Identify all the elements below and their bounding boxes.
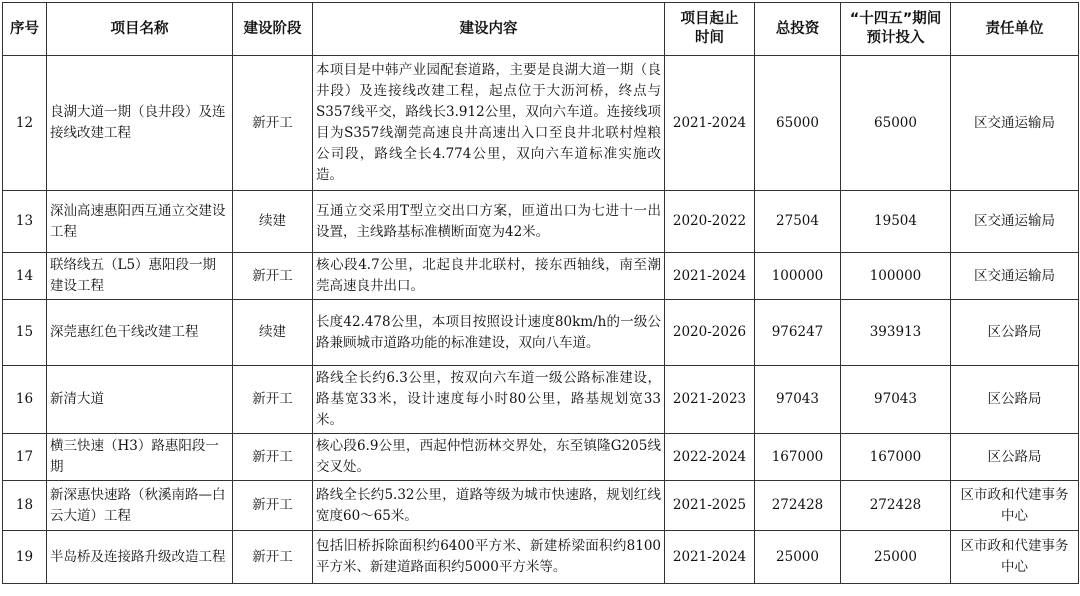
- cell-name: 半岛桥及连接路升级改造工程: [47, 531, 233, 584]
- cell-total: 272428: [755, 481, 841, 531]
- cell-name: 新清大道: [47, 366, 233, 434]
- cell-name: 联络线五（L5）惠阳段一期建设工程: [47, 253, 233, 300]
- cell-plan: 393913: [841, 300, 951, 366]
- cell-content: 核心段6.9公里，西起仲恺沥林交界处，东至镇隆G205线交叉处。: [313, 434, 665, 481]
- cell-unit: 区公路局: [951, 434, 1079, 481]
- table-row: [3, 300, 1079, 366]
- cell-period: 2021-2024: [665, 531, 755, 584]
- cell-seq: 13: [3, 191, 47, 253]
- cell-total: 100000: [755, 253, 841, 300]
- cell-unit: 区交通运输局: [951, 56, 1079, 191]
- table-row: [3, 481, 1079, 531]
- cell-plan: 19504: [841, 191, 951, 253]
- cell-plan: 167000: [841, 434, 951, 481]
- cell-name: 良湖大道一期（良井段）及连接线改建工程: [47, 56, 233, 191]
- header-period: [665, 3, 755, 56]
- cell-total: 976247: [755, 300, 841, 366]
- header-plan-line2: 预计投入: [866, 30, 925, 46]
- cell-unit: 区公路局: [951, 366, 1079, 434]
- header-unit: 责任单位: [951, 3, 1079, 56]
- table-row: [3, 434, 1079, 481]
- cell-seq: 14: [3, 253, 47, 300]
- cell-stage: 续建: [233, 300, 313, 366]
- cell-period: 2021-2024: [665, 253, 755, 300]
- cell-period: 2022-2024: [665, 434, 755, 481]
- cell-period: 2021-2023: [665, 366, 755, 434]
- cell-name: 深汕高速惠阳西互通立交建设工程: [47, 191, 233, 253]
- cell-name: 横三快速（H3）路惠阳段一期: [47, 434, 233, 481]
- cell-total: 167000: [755, 434, 841, 481]
- cell-seq: 19: [3, 531, 47, 584]
- cell-total: 97043: [755, 366, 841, 434]
- cell-content: 核心段4.7公里，北起良井北联村，接东西轴线，南至潮莞高速良井出口。: [313, 253, 665, 300]
- header-period-line1: 项目起止: [680, 11, 739, 27]
- cell-stage: 新开工: [233, 253, 313, 300]
- header-content: 建设内容: [313, 3, 665, 56]
- table-row: [3, 531, 1079, 584]
- table-row: [3, 366, 1079, 434]
- cell-total: 25000: [755, 531, 841, 584]
- project-table: [2, 2, 1079, 584]
- cell-unit: 区公路局: [951, 300, 1079, 366]
- cell-plan: 97043: [841, 366, 951, 434]
- cell-content: 长度42.478公里，本项目按照设计速度80km/h的一级公路兼顾城市道路功能的标准建设，双向八车道。: [313, 300, 665, 366]
- cell-seq: 18: [3, 481, 47, 531]
- header-name: 项目名称: [47, 3, 233, 56]
- cell-stage: 新开工: [233, 434, 313, 481]
- cell-seq: 16: [3, 366, 47, 434]
- cell-plan: 272428: [841, 481, 951, 531]
- table-row: [3, 56, 1079, 191]
- cell-stage: 新开工: [233, 531, 313, 584]
- header-row: [3, 3, 1079, 56]
- cell-total: 65000: [755, 56, 841, 191]
- header-total: 总投资: [755, 3, 841, 56]
- cell-plan: 100000: [841, 253, 951, 300]
- header-seq: 序号: [3, 3, 47, 56]
- cell-plan: 65000: [841, 56, 951, 191]
- cell-seq: 15: [3, 300, 47, 366]
- header-plan-line1: “十四五”期间: [849, 11, 942, 27]
- cell-content: 本项目是中韩产业园配套道路，主要是良湖大道一期（良井段）及连接线改建工程，起点位于大沥河桥，终点与S357线平交，路线长3.912公里，双向六车道。连接线项目为S357线潮莞高速良井高速出入口至良井北联村煌粮公司段，路线全长4.774公里，双向六车道标准实施改造。: [313, 56, 665, 191]
- header-plan: [841, 3, 951, 56]
- cell-seq: 17: [3, 434, 47, 481]
- cell-unit: 区市政和代建事务中心: [951, 531, 1079, 584]
- cell-stage: 新开工: [233, 481, 313, 531]
- cell-period: 2020-2022: [665, 191, 755, 253]
- cell-content: 互通立交采用T型立交出口方案，匝道出口为七进十一出设置，主线路基标准横断面宽为42米。: [313, 191, 665, 253]
- cell-stage: 续建: [233, 191, 313, 253]
- header-period-line2: 时间: [695, 30, 724, 46]
- cell-content: 路线全长约5.32公里，道路等级为城市快速路，规划红线宽度60～65米。: [313, 481, 665, 531]
- cell-seq: 12: [3, 56, 47, 191]
- cell-unit: 区交通运输局: [951, 191, 1079, 253]
- cell-stage: 新开工: [233, 56, 313, 191]
- cell-total: 27504: [755, 191, 841, 253]
- cell-unit: 区交通运输局: [951, 253, 1079, 300]
- cell-period: 2021-2025: [665, 481, 755, 531]
- cell-name: 新深惠快速路（秋溪南路—白云大道）工程: [47, 481, 233, 531]
- cell-period: 2021-2024: [665, 56, 755, 191]
- cell-period: 2020-2026: [665, 300, 755, 366]
- table-row: [3, 253, 1079, 300]
- cell-content: 路线全长约6.3公里，按双向六车道一级公路标准建设，路基宽33米，设计速度每小时80公里，路基规划宽33米。: [313, 366, 665, 434]
- cell-unit: 区市政和代建事务中心: [951, 481, 1079, 531]
- cell-name: 深莞惠红色干线改建工程: [47, 300, 233, 366]
- header-stage: 建设阶段: [233, 3, 313, 56]
- cell-stage: 新开工: [233, 366, 313, 434]
- cell-plan: 25000: [841, 531, 951, 584]
- cell-content: 包括旧桥拆除面积约6400平方米、新建桥梁面积约8100平方米、新建道路面积约5000平方米等。: [313, 531, 665, 584]
- table-row: [3, 191, 1079, 253]
